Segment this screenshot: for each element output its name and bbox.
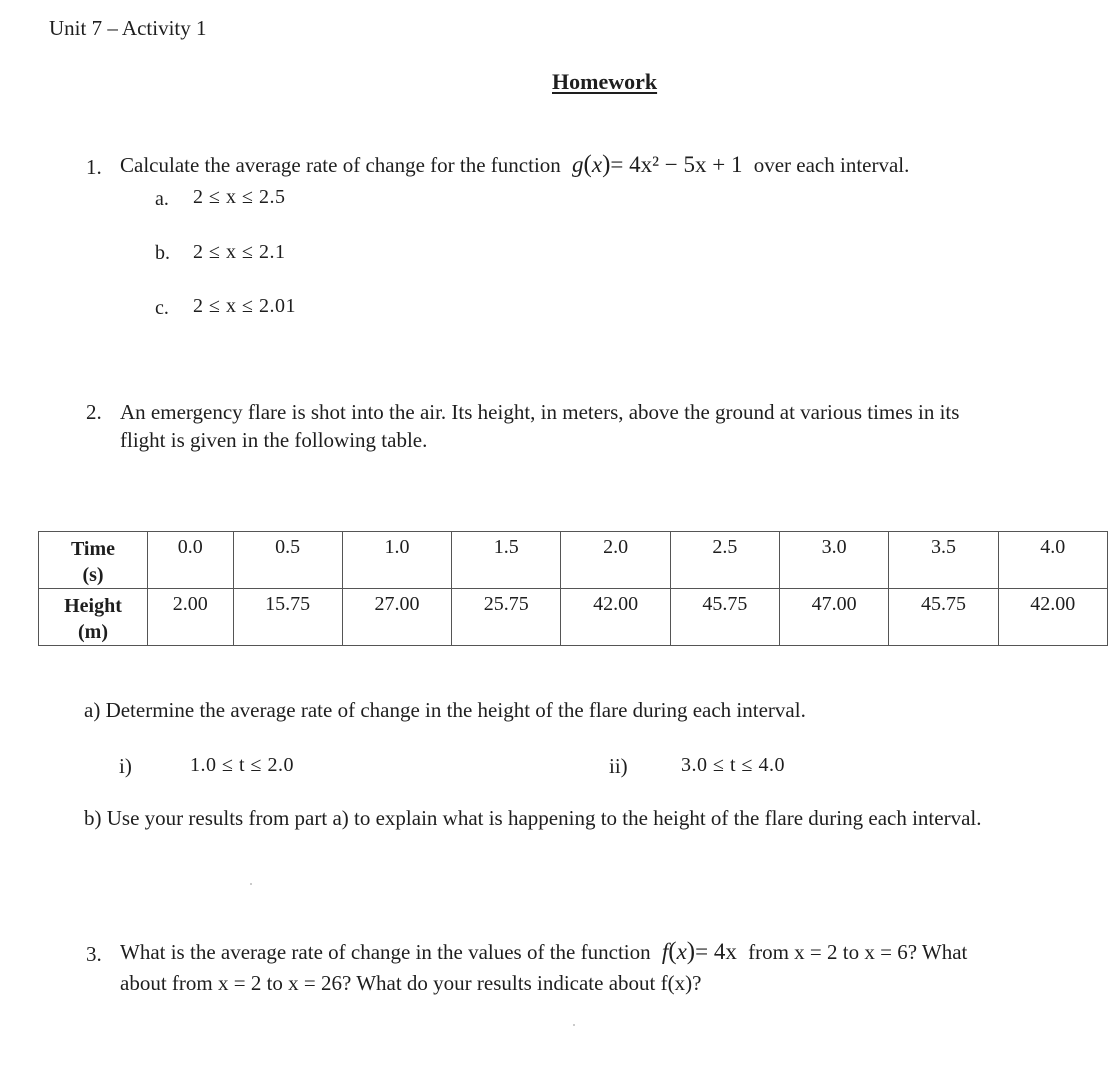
height-cell: 2.00 xyxy=(148,589,234,646)
height-header-label: Height xyxy=(64,595,122,617)
page-title: Homework xyxy=(552,69,658,94)
q2-part-b: b) Use your results from part a) to explain what is happening to the height of the flare during each interval. xyxy=(84,806,982,830)
height-cell: 47.00 xyxy=(780,589,889,646)
q1-function: g(x)= 4x² − 5x + 1 xyxy=(572,151,743,178)
q2-part-a: a) Determine the average rate of change in the height of the flare during each interval. xyxy=(84,698,806,722)
flare-data-table xyxy=(38,531,1108,646)
time-cell: 3.5 xyxy=(889,532,998,589)
time-cell: 2.5 xyxy=(670,532,779,589)
q2-part-a-i-interval: 1.0 ≤ t ≤ 2.0 xyxy=(190,754,295,776)
time-cell: 3.0 xyxy=(780,532,889,589)
height-header xyxy=(39,589,148,646)
q1-func-rhs: = 4x² − 5x + 1 xyxy=(610,152,743,177)
q1-part-b-interval: 2 ≤ x ≤ 2.1 xyxy=(193,241,286,263)
scan-speck xyxy=(250,883,252,885)
q1-text xyxy=(120,151,909,179)
time-cell: 4.0 xyxy=(998,532,1107,589)
q1-func-name: g xyxy=(572,152,584,177)
q2-line2: flight is given in the following table. xyxy=(120,428,428,452)
q3-function: f(x)= 4x xyxy=(661,938,737,965)
q1-text-before: Calculate the average rate of change for the function xyxy=(120,153,561,177)
q3-func-name: f xyxy=(661,939,669,964)
q3-func-rhs: = 4x xyxy=(695,939,737,964)
q2-line1: An emergency flare is shot into the air. Its height, in meters, above the ground at various times in its xyxy=(120,400,960,424)
q2-number: 2. xyxy=(86,400,102,424)
height-cell: 45.75 xyxy=(889,589,998,646)
height-header-unit: (m) xyxy=(78,621,108,643)
time-cell: 1.5 xyxy=(452,532,561,589)
q2-part-a-ii-label: ii) xyxy=(609,754,628,778)
height-cell: 42.00 xyxy=(998,589,1107,646)
q3-line2: about from x = 2 to x = 26? What do your results indicate about f(x)? xyxy=(120,971,702,995)
scan-speck xyxy=(573,1024,575,1026)
time-cell: 1.0 xyxy=(342,532,451,589)
time-header-label: Time xyxy=(70,538,116,560)
time-cell: 2.0 xyxy=(561,532,670,589)
time-cell: 0.5 xyxy=(233,532,342,589)
time-header-unit: (s) xyxy=(82,564,104,586)
height-cell: 42.00 xyxy=(561,589,670,646)
q2-part-a-i-label: i) xyxy=(119,754,132,778)
q3-func-var: x xyxy=(676,939,687,964)
q1-part-b-label: b. xyxy=(155,242,170,264)
height-cell: 25.75 xyxy=(452,589,561,646)
q2-part-a-ii-interval: 3.0 ≤ t ≤ 4.0 xyxy=(681,754,786,776)
q1-func-var: x xyxy=(591,152,603,177)
q3-line1-before: What is the average rate of change in the values of the function xyxy=(120,940,651,964)
q3-line1-after: from x = 2 to x = 6? What xyxy=(748,940,968,964)
q3-line1 xyxy=(120,938,967,966)
time-header xyxy=(39,532,148,589)
height-cell: 15.75 xyxy=(233,589,342,646)
height-row xyxy=(39,589,1108,646)
unit-header: Unit 7 – Activity 1 xyxy=(49,16,207,40)
q1-text-after: over each interval. xyxy=(753,153,910,177)
q1-part-a-label: a. xyxy=(155,188,169,210)
q3-number: 3. xyxy=(86,942,102,966)
q1-part-a-interval: 2 ≤ x ≤ 2.5 xyxy=(193,186,286,208)
height-cell: 27.00 xyxy=(342,589,451,646)
q1-part-c-interval: 2 ≤ x ≤ 2.01 xyxy=(193,295,296,317)
time-cell: 0.0 xyxy=(148,532,234,589)
height-cell: 45.75 xyxy=(670,589,779,646)
q1-part-c-label: c. xyxy=(155,297,169,319)
time-row xyxy=(39,532,1108,589)
q1-number: 1. xyxy=(86,155,102,179)
